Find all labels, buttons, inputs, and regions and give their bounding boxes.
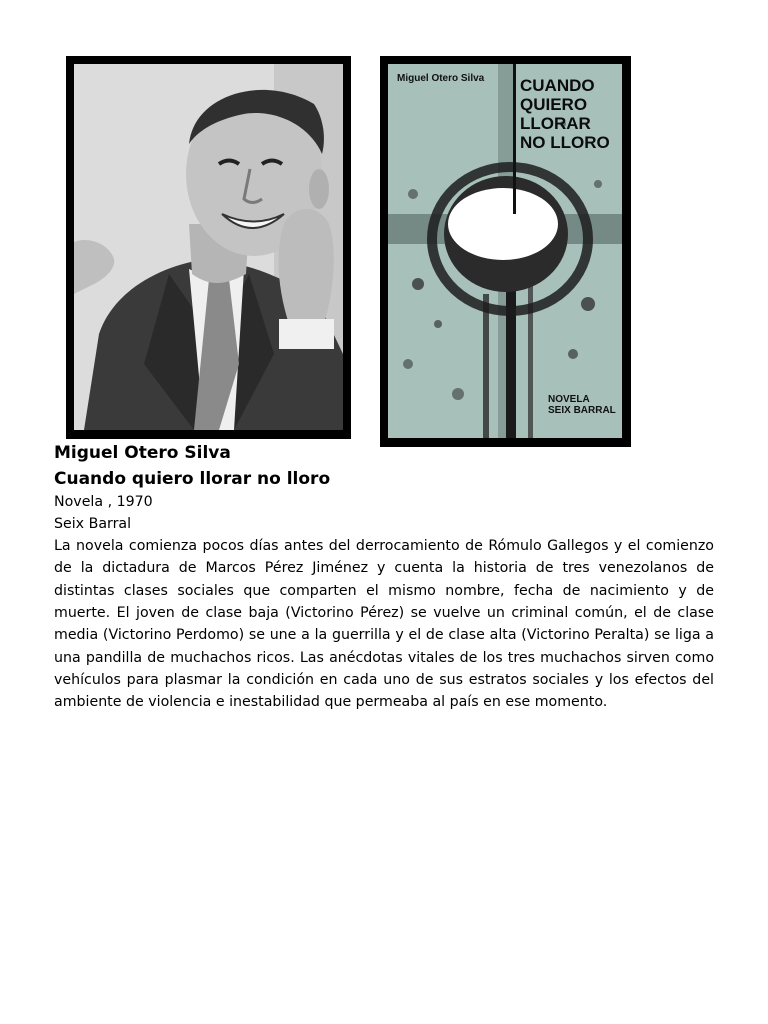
genre-year: Novela , 1970 [54, 494, 153, 510]
cover-title [520, 76, 610, 152]
author-portrait-photo [74, 64, 343, 430]
cover-footer-line: NOVELA [548, 394, 590, 405]
book-cover [388, 64, 622, 438]
cover-footer [548, 394, 616, 416]
book-title: Cuando quiero llorar no lloro [54, 469, 331, 489]
cover-footer-line: SEIX BARRAL [548, 405, 616, 416]
synopsis: La novela comienza pocos días antes del derrocamiento de Rómulo Gallegos y el comienzo de la dictadura de Marcos Pérez Jiménez y cuenta la historia de tres venezolanos de distintas clases sociales que comparten el mismo nombre, fecha de nacimiento y de muerte. El joven de clase baja (Victorino Pérez) se vuelve un criminal común, el de clase media (Victorino Perdomo) se une a la guerrilla y el de clase alta (Victorino Peralta) se liga a una pandilla de muchachos ricos. Las anécdotas vitales de los tres muchachos sirven como vehículos para plasmar la condición en cada uno de sus estratos sociales y los efectos del ambiente de violencia e inestabilidad que permeaba al país en ese momento. [54, 538, 714, 711]
cover-title-line: LLORAR [520, 114, 591, 133]
cover-title-line: QUIERO [520, 95, 588, 114]
book-cover-frame [380, 56, 631, 447]
cover-title-line: CUANDO [520, 76, 595, 95]
publisher: Seix Barral [54, 515, 132, 532]
book-info [54, 440, 714, 714]
cover-title-line: NO LLORO [520, 133, 610, 152]
cover-author-name: Miguel Otero Silva [397, 73, 485, 84]
smiling-man-in-suit-photo-icon [74, 64, 343, 430]
author-name: Miguel Otero Silva [54, 443, 231, 463]
author-portrait-frame [66, 56, 351, 439]
